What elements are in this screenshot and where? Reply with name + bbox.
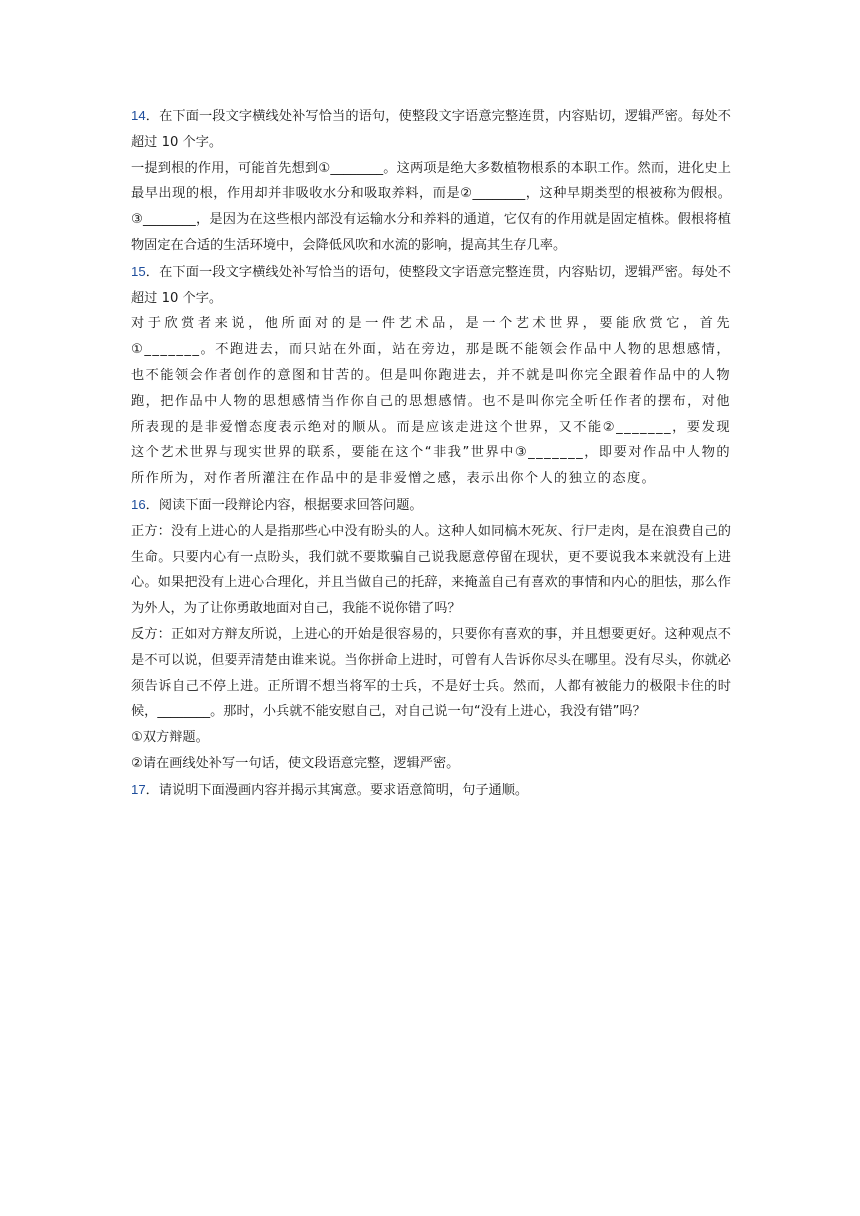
debate-pro-argument: 正方：没有上进心的人是指那些心中没有盼头的人。这种人如同槁木死灰、行尸走肉，是在浪费自己的生命。只要内心有一点盼头，我们就不要欺骗自己说我愿意停留在现状，更不要说我本来就没有上进心。如果把没有上进心合理化，并且当做自己的托辞，来掩盖自己有喜欢的事情和内心的胆怯，那么作为外人，为了让你勇敢地面对自己，我能不说你错了吗？	[131, 523, 731, 617]
question-prompt-text: ．阅读下面一段辩论内容，根据要求回答问题。	[145, 497, 423, 513]
question-16-prompt	[131, 492, 731, 519]
question-number: 17	[131, 781, 146, 797]
question-prompt-text: ．请说明下面漫画内容并揭示其寓意。要求语意简明，句子通顺。	[145, 782, 529, 798]
question-prompt-text: ．在下面一段文字横线处补写恰当的语句，使整段文字语意完整连贯，内容贴切，逻辑严密。每处不超过 10 个字。	[131, 109, 731, 150]
question-number: 16	[131, 496, 146, 512]
question-16-task-2: ②请在画线处补写一句话，使文段语意完整，逻辑严密。	[131, 755, 460, 771]
question-prompt-text: ．在下面一段文字横线处补写恰当的语句，使整段文字语意完整连贯，内容贴切，逻辑严密。每处不超过 10 个字。	[131, 264, 731, 306]
question-15-prompt	[131, 259, 731, 312]
debate-con-argument: 反方：正如对方辩友所说，上进心的开始是很容易的，只要你有喜欢的事，并且想要更好。这种观点不是不可以说，但要弄清楚由谁来说。当你拼命上进时，可曾有人告诉你尽头在哪里。没有尽头，你就必须告诉自己不停上进。正所谓不想当将军的士兵，不是好士兵。然而，人都有被能力的极限卡住的时候，________。那时，小兵就不能安慰自己，对自己说一句“没有上进心，我没有错”吗？	[131, 626, 731, 720]
question-14-passage: 一提到根的作用，可能首先想到①________。这两项是绝大多数植物根系的本职工作。然而，进化史上最早出现的根，作用却并非吸收水分和吸取养料，而是②________，这种早期类型的根被称为假根。③________，是因为在这些根内部没有运输水分和养料的通道，它仅有的作用就是固定植株。假根将植物固定在合适的生活环境中，会降低风吹和水流的影响，提高其生存几率。	[131, 160, 731, 253]
exam-page	[131, 103, 731, 804]
question-15-passage: 对于欣赏者来说，他所面对的是一件艺术品，是一个艺术世界，要能欣赏它，首先①_______。不跑进去，而只站在外面，站在旁边，那是既不能领会作品中人物的思想感情，也不能领会作者创作的意图和甘苦的。但是叫你跑进去，并不就是叫你完全跟着作品中的人物跑，把作品中人物的思想感情当作你自己的思想感情。也不是叫你完全听任作者的摆布，对他所表现的是非爱憎态度表示绝对的顺从。而是应该走进这个世界，又不能②_______，要发现这个艺术世界与现实世界的联系，要能在这个“非我”世界中③_______，即要对作品中人物的所作所为，对作者所灌注在作品中的是非爱憎之感，表示出你个人的独立的态度。	[131, 316, 731, 487]
question-number: 15	[131, 263, 146, 279]
question-14-prompt	[131, 103, 731, 156]
question-number: 14	[131, 108, 146, 123]
question-17-prompt	[131, 777, 731, 804]
question-16-task-1: ①双方辩题。	[131, 730, 209, 746]
